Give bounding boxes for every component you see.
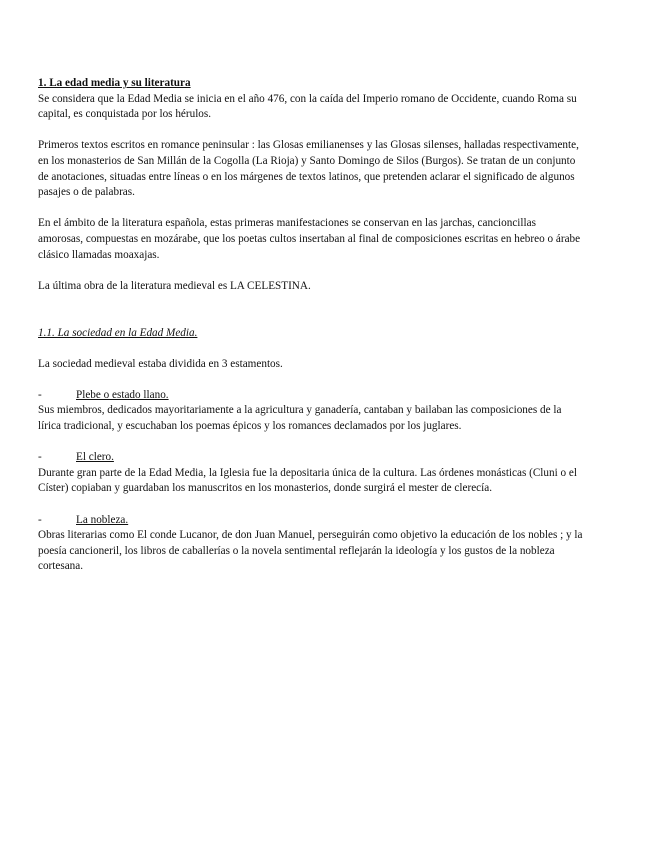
paragraph-intro-1: Se considera que la Edad Media se inicia en el año 476, con la caída del Imperio romano de Occidente, cuando Roma su capital, es conquistada por los hérulos. <box>38 92 577 121</box>
estate-text: Obras literarias como El conde Lucanor, de don Juan Manuel, perseguirán como objetivo la educación de los nobles ; y la poesía cancioneril, los libros de caballerías o la novela sentimental reflejarán la ideología y los gustos de la nobleza cortesana. <box>38 529 583 573</box>
paragraph-intro-2: Primeros textos escritos en romance peninsular : las Glosas emilianenses y las Glosas silenses, halladas respectivamente, en los monasterios de San Millán de la Cogolla (La Rioja) y Santo Domingo de Silos (Burgos). Se tratan de un conjunto de anotaciones, situadas entre líneas o en los márgenes de textos latinos, que pretenden aclarar el significado de algunos pasajes o de palabras. <box>38 139 579 199</box>
estate-title: El clero. <box>76 451 114 464</box>
estate-item-clero <box>38 450 583 466</box>
paragraph-intro-4: La última obra de la literatura medieval es LA CELESTINA. <box>38 279 311 292</box>
section-heading: 1. La edad media y su literatura <box>38 77 191 89</box>
estate-title: La nobleza. <box>76 513 129 526</box>
paragraph-intro-3: En el ámbito de la literatura española, estas primeras manifestaciones se conservan en las jarchas, cancioncillas amorosas, compuestas en mozárabe, que los poetas cultos insertaban al final de composiciones escritas en hebreo o árabe clásico llamadas moaxajas. <box>38 217 581 261</box>
estate-item-plebe <box>38 388 583 404</box>
list-dash: - <box>38 451 42 464</box>
estate-text: Sus miembros, dedicados mayoritariamente a la agricultura y ganadería, cantaban y bailaban las composiciones de la lírica tradicional, y escuchaban los poemas épicos y los romances declamados por los juglares. <box>38 404 562 433</box>
list-dash: - <box>38 388 42 401</box>
society-intro: La sociedad medieval estaba dividida en 3 estamentos. <box>38 357 283 370</box>
document-page <box>38 76 583 575</box>
estate-text: Durante gran parte de la Edad Media, la Iglesia fue la depositaria única de la cultura. Las órdenes monásticas (Cluni o el Císter) copiaban y guardaban los manuscritos en los monasterios, donde surgirá el mester de clerecía. <box>38 466 577 495</box>
estate-item-nobleza <box>38 513 583 529</box>
list-dash: - <box>38 513 42 526</box>
estate-title: Plebe o estado llano. <box>76 388 169 401</box>
subsection-heading: 1.1. La sociedad en la Edad Media. <box>38 326 198 339</box>
